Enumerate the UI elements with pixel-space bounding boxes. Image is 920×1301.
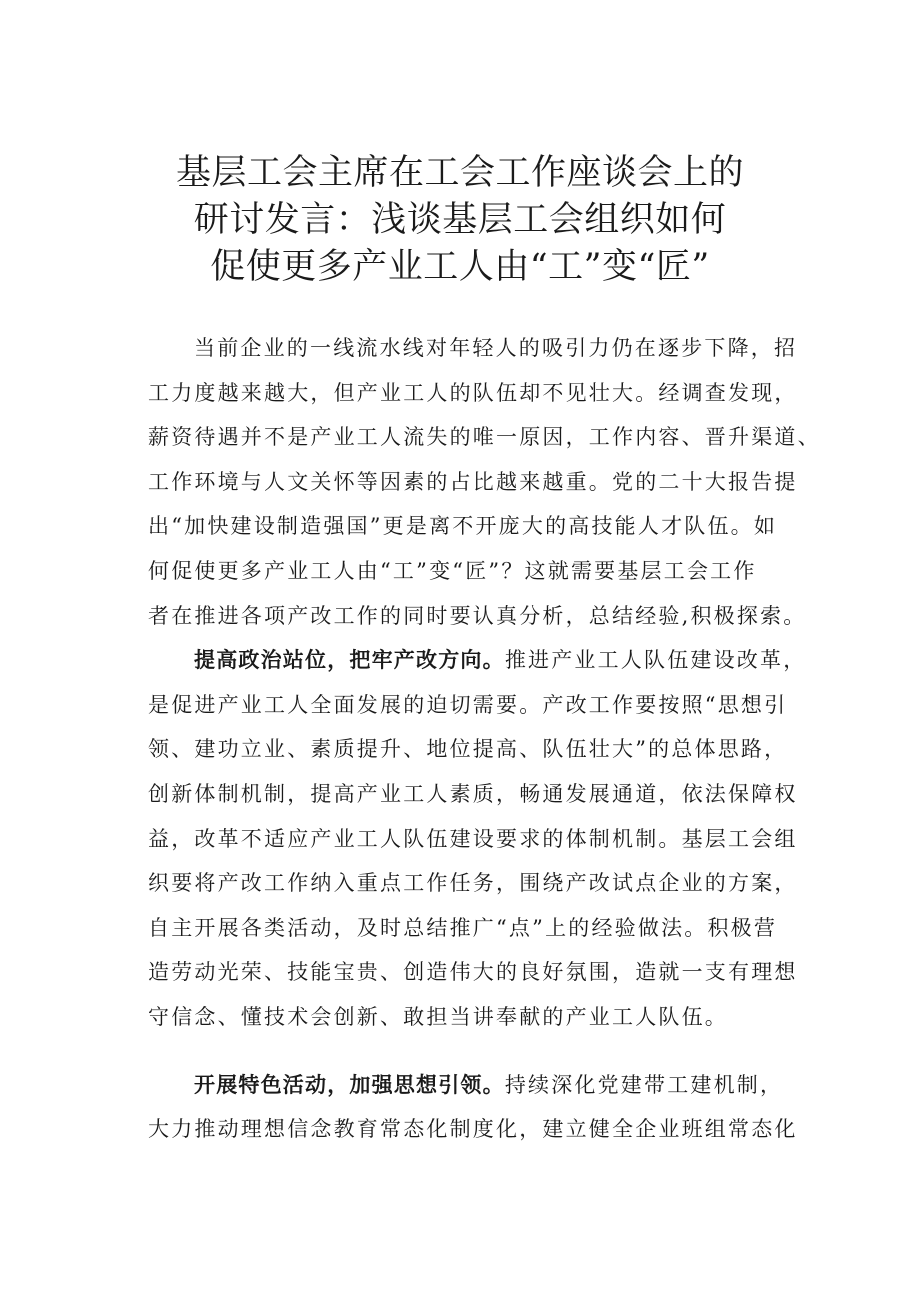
paragraph-2-first-line-text: 推进产业工人队伍建设改革， bbox=[504, 648, 807, 673]
paragraph-1-line: 出“加快建设制造强国”更是离不开庞大的高技能人才队伍。如 bbox=[148, 514, 778, 539]
paragraph-1 bbox=[148, 326, 821, 638]
paragraph-2-line: 领、建功立业、素质提升、地位提高、队伍壮大”的总体思路， bbox=[148, 737, 788, 762]
paragraph-3-first-line-text: 持续深化党建带工建机制， bbox=[504, 1072, 784, 1097]
title-line-2: 研讨发言：浅谈基层工会组织如何 bbox=[193, 200, 727, 240]
paragraph-3-line: 大力推动理想信念教育常态化制度化，建立健全企业班组常态化 bbox=[148, 1117, 798, 1142]
paragraph-3-first-line bbox=[148, 1063, 808, 1108]
title-line-3: 促使更多产业工人由“工”变“匠” bbox=[210, 247, 710, 287]
paragraph-2-line: 是促进产业工人全面发展的迫切需要。产改工作要按照“思想引 bbox=[148, 692, 788, 717]
paragraph-2 bbox=[148, 638, 808, 1039]
paragraph-2-line: 织要将产改工作纳入重点工作任务，围绕产改试点企业的方案， bbox=[148, 871, 798, 896]
paragraph-2-first-line bbox=[148, 638, 808, 683]
paragraph-2-line: 益，改革不适应产业工人队伍建设要求的体制机制。基层工会组 bbox=[148, 826, 798, 851]
paragraph-2-line: 创新体制机制，提高产业工人素质，畅通发展通道，依法保障权 bbox=[148, 781, 798, 806]
paragraph-1-line: 薪资待遇并不是产业工人流失的唯一原因，工作内容、晋升渠道、 bbox=[148, 425, 821, 450]
document-title bbox=[150, 150, 770, 291]
paragraph-spacer bbox=[148, 1040, 808, 1063]
paragraph-2-line: 守信念、懂技术会创新、敢担当讲奉献的产业工人队伍。 bbox=[148, 1004, 728, 1029]
paragraph-1-line: 者在推进各项产改工作的同时要认真分析，总结经验,积极探索。 bbox=[148, 603, 807, 628]
paragraph-2-line: 自主开展各类活动，及时总结推广“点”上的经验做法。积极营 bbox=[148, 915, 778, 940]
paragraph-3-heading: 开展特色活动，加强思想引领。 bbox=[194, 1072, 505, 1097]
paragraph-1-line: 当前企业的一线流水线对年轻人的吸引力仍在逐步下降，招 bbox=[194, 336, 798, 360]
paragraph-1-line: 工力度越来越大，但产业工人的队伍却不见壮大。经调查发现， bbox=[148, 380, 798, 405]
paragraph-3 bbox=[148, 1063, 808, 1152]
paragraph-1-line: 何促使更多产业工人由“工”变“匠”？这就需要基层工会工作 bbox=[148, 558, 757, 583]
paragraph-2-line: 造劳动光荣、技能宝贵、创造伟大的良好氛围，造就一支有理想 bbox=[148, 960, 798, 985]
document-body bbox=[148, 326, 821, 1152]
paragraph-1-line: 工作环境与人文关怀等因素的占比越来越重。党的二十大报告提 bbox=[148, 469, 798, 494]
title-line-1: 基层工会主席在工会工作座谈会上的 bbox=[175, 153, 744, 193]
paragraph-2-heading: 提高政治站位，把牢产改方向。 bbox=[194, 648, 505, 673]
